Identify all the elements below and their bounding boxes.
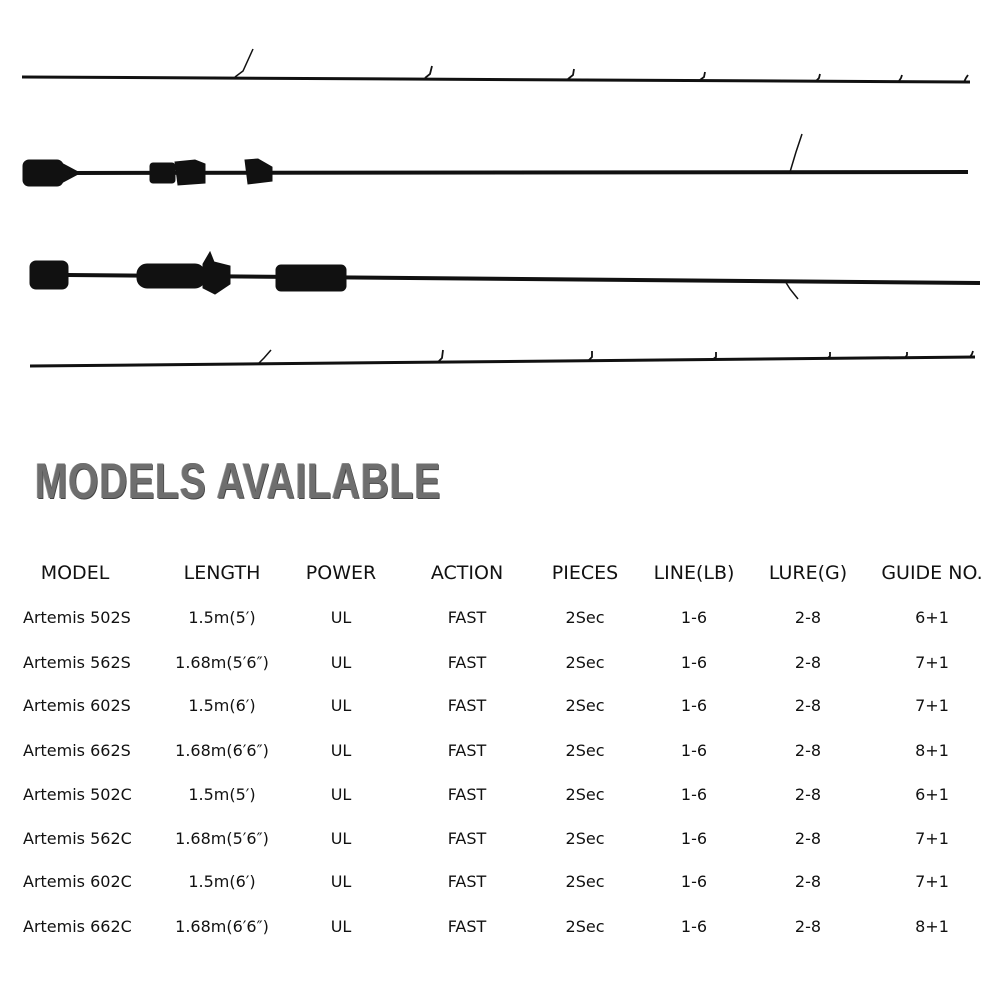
model-name-cell: Artemis 662C [23, 917, 132, 936]
table-cell: 1-6 [680, 741, 708, 760]
table-cell: UL [330, 872, 352, 891]
table-cell: FAST [447, 696, 487, 715]
column-header: GUIDE NO. [881, 562, 983, 584]
spinning-rod-tip-section [22, 49, 970, 82]
table-cell: FAST [447, 917, 487, 936]
table-cell: 2Sec [565, 872, 605, 891]
table-cell: UL [330, 829, 352, 848]
model-name-cell: Artemis 662S [23, 741, 131, 760]
table-cell: 1.68m(5′6″) [175, 829, 269, 848]
table-cell: 2Sec [565, 696, 605, 715]
column-header: LINE(LB) [653, 562, 735, 584]
table-cell: UL [330, 741, 352, 760]
model-name-cell: Artemis 562C [23, 829, 132, 848]
table-cell: 2Sec [565, 608, 605, 627]
table-cell: UL [330, 653, 352, 672]
table-cell: 2-8 [794, 785, 822, 804]
table-cell: UL [330, 608, 352, 627]
table-cell: FAST [447, 785, 487, 804]
table-cell: 1-6 [680, 917, 708, 936]
table-cell: 2Sec [565, 829, 605, 848]
table-cell: 2-8 [794, 608, 822, 627]
table-cell: 2Sec [565, 653, 605, 672]
table-cell: 1-6 [680, 653, 708, 672]
table-cell: 1-6 [680, 872, 708, 891]
table-cell: FAST [447, 741, 487, 760]
table-cell: 1.68m(6′6″) [175, 917, 269, 936]
column-header: PIECES [551, 562, 619, 584]
table-cell: UL [330, 785, 352, 804]
table-cell: 1-6 [680, 829, 708, 848]
table-cell: UL [330, 696, 352, 715]
table-cell: 2Sec [565, 785, 605, 804]
table-cell: 7+1 [915, 653, 949, 672]
column-header: POWER [305, 562, 377, 584]
column-header: LURE(G) [768, 562, 848, 584]
column-header: LENGTH [183, 562, 261, 584]
column-header: MODEL [40, 562, 110, 584]
table-cell: 2-8 [794, 696, 822, 715]
table-cell: FAST [447, 829, 487, 848]
table-cell: 1.68m(5′6″) [175, 653, 269, 672]
table-cell: 2Sec [565, 917, 605, 936]
table-cell: 8+1 [915, 741, 949, 760]
table-cell: 6+1 [915, 785, 949, 804]
model-name-cell: Artemis 602C [23, 872, 132, 891]
table-cell: 1-6 [680, 785, 708, 804]
table-cell: 2-8 [794, 653, 822, 672]
table-cell: 1-6 [680, 608, 708, 627]
table-cell: UL [330, 917, 352, 936]
table-cell: 1-6 [680, 696, 708, 715]
table-cell: FAST [447, 653, 487, 672]
table-cell: 2-8 [794, 741, 822, 760]
table-cell: 8+1 [915, 917, 949, 936]
table-cell: 2-8 [794, 872, 822, 891]
casting-rod-tip-section [30, 350, 975, 366]
table-cell: FAST [447, 608, 487, 627]
table-cell: 7+1 [915, 872, 949, 891]
table-cell: 7+1 [915, 696, 949, 715]
model-name-cell: Artemis 562S [23, 653, 131, 672]
table-cell: 2Sec [565, 741, 605, 760]
fishing-rods-illustration [0, 0, 1000, 420]
table-cell: 1.5m(6′) [188, 872, 256, 891]
table-cell: 7+1 [915, 829, 949, 848]
table-cell: 1.5m(5′) [188, 608, 256, 627]
casting-rod-handle-section [30, 252, 980, 299]
table-cell: 1.5m(6′) [188, 696, 256, 715]
model-name-cell: Artemis 502C [23, 785, 132, 804]
table-cell: 2-8 [794, 829, 822, 848]
spinning-rod-handle-section [23, 134, 968, 186]
table-cell: 2-8 [794, 917, 822, 936]
table-cell: FAST [447, 872, 487, 891]
model-name-cell: Artemis 602S [23, 696, 131, 715]
model-name-cell: Artemis 502S [23, 608, 131, 627]
column-header: ACTION [430, 562, 504, 584]
models-available-heading: MODELS AVAILABLE [35, 453, 442, 509]
table-cell: 1.5m(5′) [188, 785, 256, 804]
table-cell: 6+1 [915, 608, 949, 627]
table-cell: 1.68m(6′6″) [175, 741, 269, 760]
